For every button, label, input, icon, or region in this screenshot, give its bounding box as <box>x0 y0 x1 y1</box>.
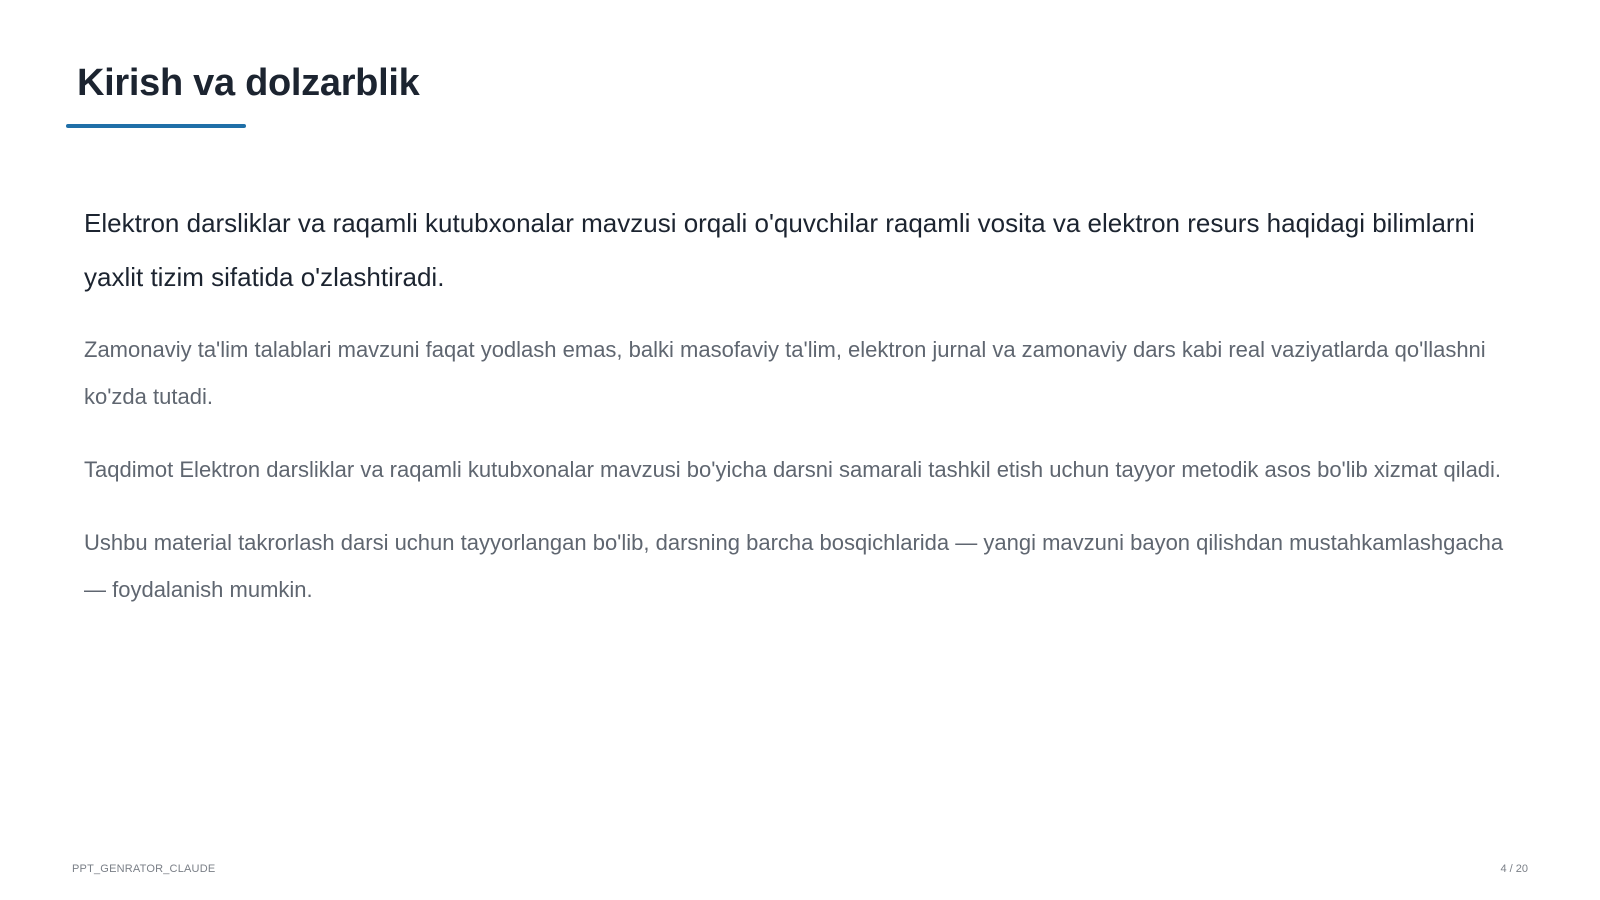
lead-paragraph: Elektron darsliklar va raqamli kutubxonalar mavzusi orqali o'quvchilar raqamli vosita va elektron resurs haqidagi bilimlarni yaxlit tizim sifatida o'zlashtiradi. <box>84 208 1475 292</box>
slide-title: Kirish va dolzarblik <box>77 62 420 104</box>
body-paragraph-1: Zamonaviy ta'lim talablari mavzuni faqat yodlash emas, balki masofaviy ta'lim, elektron jurnal va zamonaviy dars kabi real vaziyatlarda qo'llashni ko'zda tutadi. <box>84 337 1486 409</box>
footer-source: PPT_GENRATOR_CLAUDE <box>72 863 216 875</box>
title-underline <box>66 124 246 128</box>
slide-content <box>84 196 1524 639</box>
body-paragraph-3: Ushbu material takrorlash darsi uchun tayyorlangan bo'lib, darsning barcha bosqichlarida — yangi mavzuni bayon qilishdan mustahkamlashgacha — foydalanish mumkin. <box>84 530 1504 602</box>
page-number: 4 / 20 <box>1500 863 1528 875</box>
body-paragraph-2: Taqdimot Elektron darsliklar va raqamli kutubxonalar mavzusi bo'yicha darsni samarali tashkil etish uchun tayyor metodik asos bo'lib xizmat qiladi. <box>84 457 1502 482</box>
